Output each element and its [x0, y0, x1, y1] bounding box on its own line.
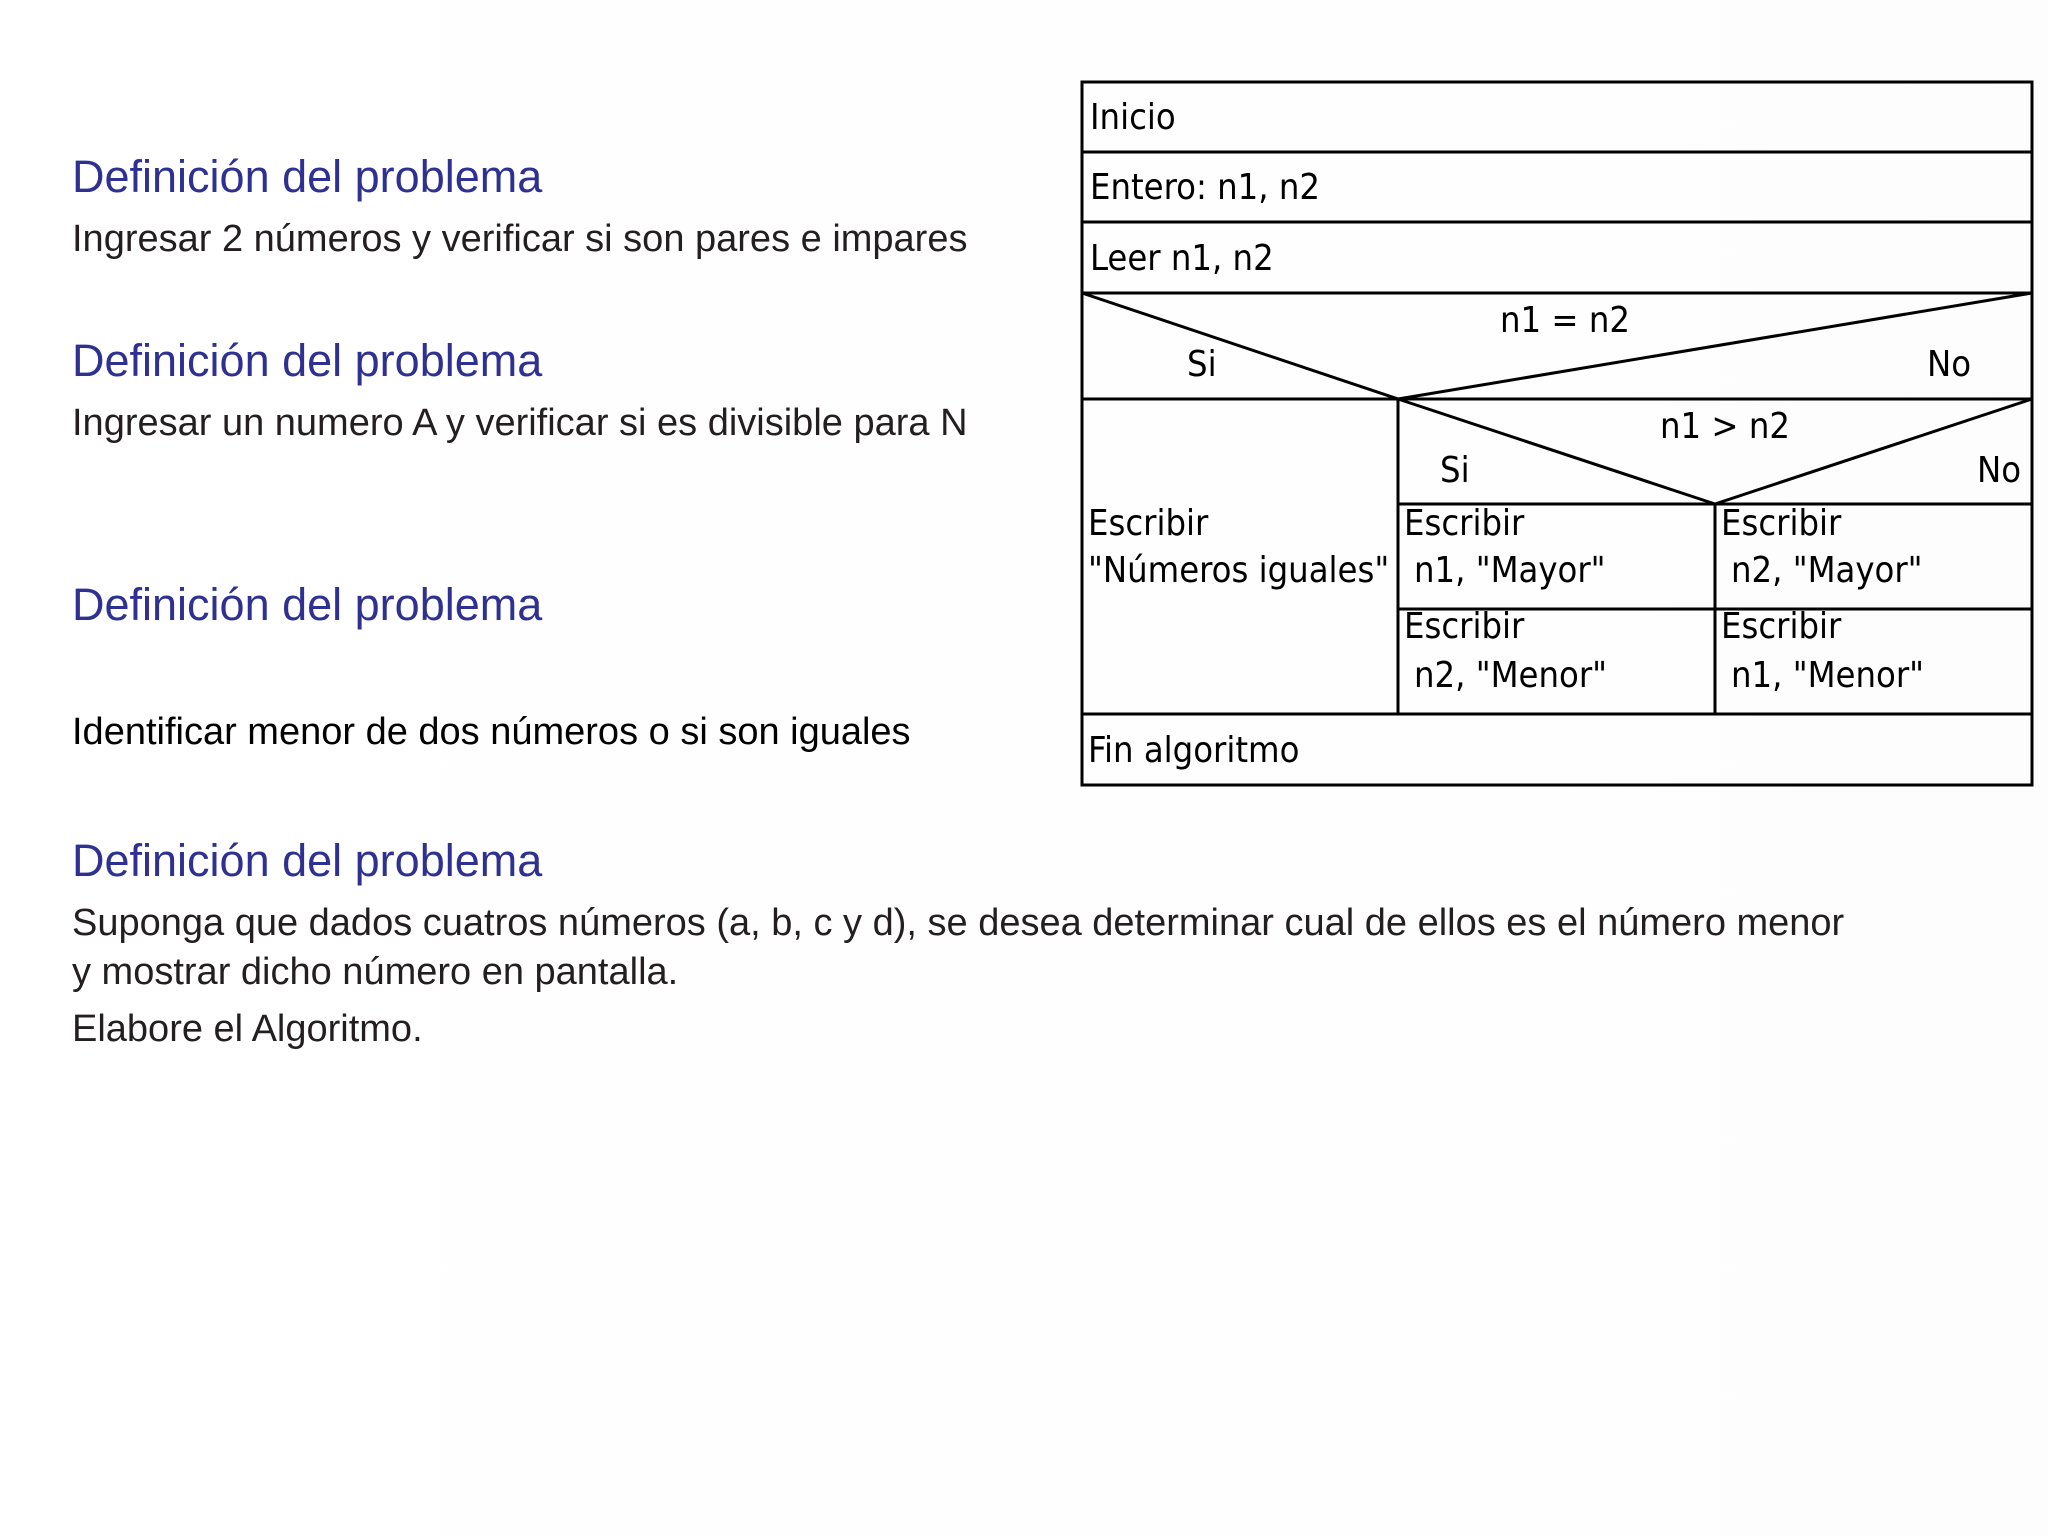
ns-no-top-line-1: Escribir — [1721, 503, 1842, 544]
problem-4-text-line-3: Elabore el Algoritmo. — [72, 1008, 423, 1050]
ns-cond2-no: No — [1977, 450, 2022, 491]
ns-equal-line-2: "Números iguales" — [1088, 550, 1390, 591]
ns-yes-bottom-line-2: n2, "Menor" — [1414, 655, 1608, 696]
ns-end: Fin algoritmo — [1088, 730, 1300, 771]
problem-3-text: Identificar menor de dos números o si son iguales — [72, 711, 911, 753]
ns-inicio: Inicio — [1090, 97, 1176, 138]
ns-equal-line-1: Escribir — [1088, 503, 1209, 544]
ns-cond2-yes: Si — [1440, 450, 1470, 491]
ns-cond1-yes: Si — [1187, 344, 1217, 385]
problem-2-text: Ingresar un numero A y verificar si es divisible para N — [72, 402, 968, 444]
ns-yes-top-line-2: n1, "Mayor" — [1414, 550, 1606, 591]
ns-read: Leer n1, n2 — [1090, 238, 1274, 279]
ns-cond1-diagonal-left — [1082, 293, 1398, 399]
ns-yes-bottom-line-1: Escribir — [1404, 606, 1525, 647]
problem-2-heading: Definición del problema — [72, 335, 543, 386]
ns-yes-top-line-1: Escribir — [1404, 503, 1525, 544]
problem-4-heading: Definición del problema — [72, 835, 543, 886]
ns-cond1: n1 = n2 — [1500, 300, 1630, 341]
ns-no-bottom-line-2: n1, "Menor" — [1731, 655, 1925, 696]
ns-declare: Entero: n1, n2 — [1090, 167, 1320, 208]
ns-cond1-no: No — [1927, 344, 1972, 385]
problem-4-text-line-1: Suponga que dados cuatros números (a, b, c y d), se desea determinar cual de ellos es el número menor — [72, 902, 1845, 944]
problem-3-heading: Definición del problema — [72, 579, 543, 630]
nassi-shneiderman-diagram — [1080, 80, 2036, 790]
problem-4-text-line-2: y mostrar dicho número en pantalla. — [72, 951, 679, 993]
ns-diagram-svg — [1080, 80, 2036, 790]
ns-cond2: n1 > n2 — [1660, 406, 1790, 447]
problem-1-heading: Definición del problema — [72, 151, 543, 202]
problem-1-text: Ingresar 2 números y verificar si son pares e impares — [72, 218, 968, 260]
ns-no-top-line-2: n2, "Mayor" — [1731, 550, 1923, 591]
ns-no-bottom-line-1: Escribir — [1721, 606, 1842, 647]
